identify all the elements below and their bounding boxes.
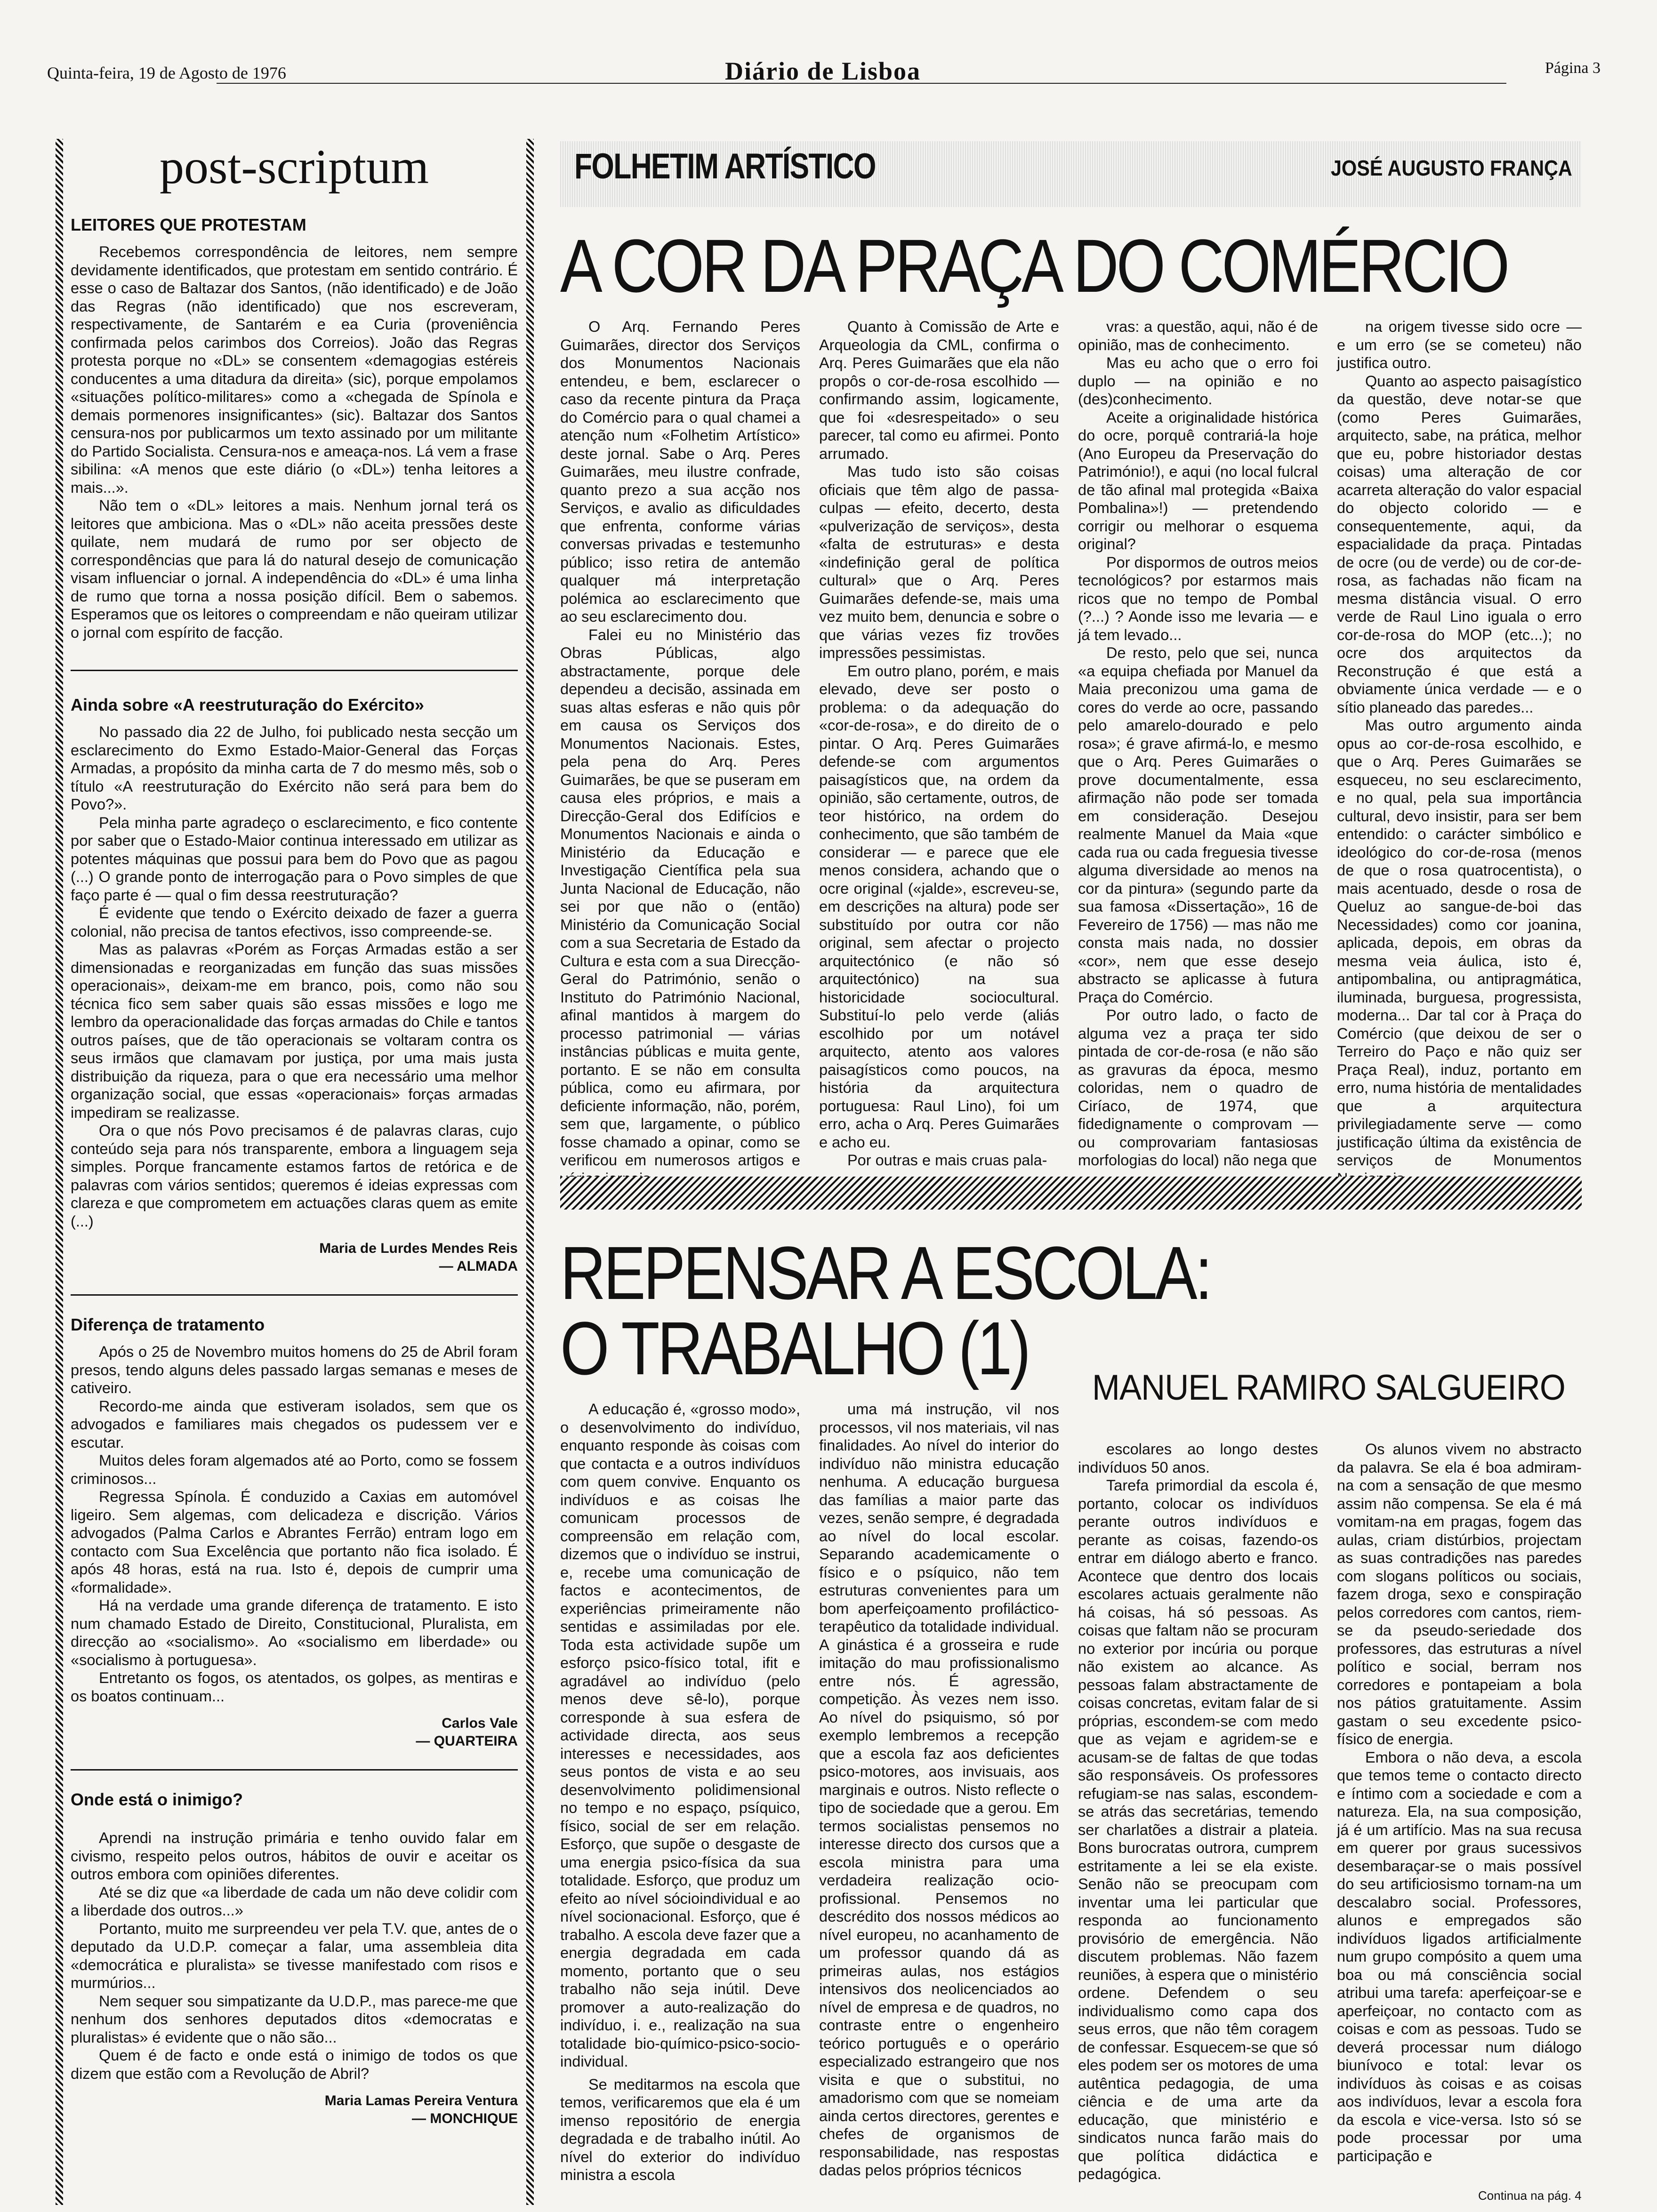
escola-column-2 [819, 1400, 1059, 2180]
folhetim-title: FOLHETIM ARTÍSTICO [574, 146, 876, 186]
paragraph: Falei eu no Ministério das Obras Públicas, algo abstractamente, porque dele dependeu a decisão, assinada em suas altas esferas e não quis pôr em causa os Serviços dos Monumentos Nacionais. Estes, pela pena do Arq. Peres Guimarães, be que se puseram em causa eles próprios, e mais a Direcção-Geral dos Edifícios e Monumentos Nacionais e ainda o Ministério da Educação e Investigação Científica pela sua Junta Nacional de Educação, não sei por que não o (então) Ministério da Comunicação Social com a sua Secretaria de Estado da Cultura e esta com a sua Direcção-Geral do Património, senão o Instituto do Património Nacional, afinal mantidos à margem do processo patrimonial — várias instâncias públicas e muita gente, portanto. E se não em consulta pública, como eu afirmara, por deficiente informação, não, porém, sem que, largamente, o público fosse chamado a opinar, como se verificou em numerosos artigos e [560, 626, 800, 1169]
paragraph: Pela minha parte agradeço o esclarecimento, e fico contente por saber que o Estado-Maior continua interessado em utilizar as potentes máquinas que possui para bem do Povo que as pagou (...) O grande ponto de interrogação para o Povo simples de que faço parte é — qual o fim dessa reestruturação? [71, 814, 518, 904]
escola-column-4 [1337, 1440, 1582, 2165]
signature-name: Carlos Vale [442, 1715, 518, 1731]
escola-author: MANUEL RAMIRO SALGUEIRO [1092, 1368, 1565, 1408]
paragraph: O Arq. Fernando Peres Guimarães, director dos Serviços dos Monumentos Nacionais entendeu, e bem, esclarecer o caso da recente pintura da Praça do Comércio para o qual chamei a atenção num «Folhetim Artístico» deste jornal. Sabe o Arq. Peres Guimarães, meu ilustre confrade, quanto prezo a sua acção nos Serviços, e avalio as dificuldades que enfrenta, conforme várias conversas privadas e testemunho público; isso retira de antemão qualquer má interpretação polémica ao esclarecimento que ao seu esclarecimento dou. [560, 318, 800, 625]
paragraph: Em outro plano, porém, e mais elevado, deve ser posto o problema: o da adequação do «cor-de-rosa», e do direito de o pintar. O Arq. Peres Guimarães defende-se com argumentos paisagísticos que, na ordem da opinião, são certamente, outros, de teor histórico, na ordem do conhecimento, que são também de considerar — e parece que ele menos considera, achando que o ocre original («jalde», escreveu-se, em descrições na altura) pode ser substituído por outra cor não original, sem afectar o projecto arquitectónico (e não só arquitectónico) na sua historicidade sociocultural. Substituí-lo pelo verde (aliás escolhido por um notável arquitecto, atento aos valores paisagísticos como poucos, na história da arquitectura portuguesa: Raul Lino), foi um erro, acha o Arq. Peres Guimarães e acho eu. [819, 662, 1059, 1151]
folhetim-column-2 [819, 318, 1059, 1170]
escola-headline-line-2: O TRABALHO (1) [560, 1306, 1029, 1390]
paragraph: na origem tivesse sido ocre — e um erro (se se cometeu) não justifica outro. [1337, 318, 1582, 371]
paragraph: Quem é de facto e onde está o inimigo de todos os que dizem que estão com a Revolução de Abril? [71, 2047, 518, 2082]
paragraph: A educação é, «grosso modo», o desenvolvimento do indivíduo, enquanto responde às coisas com que contacta e a outros indivíduos com quem convive. Enquanto os indivíduos e as coisas lhe comunicam processos de compreensão em relação com, dizemos que o indivíduo se instrui, e, recebe uma comunicação de factos e acontecimentos, de experiências primeiramente não sentidas e assimiladas por ele. Toda esta actividade supõe um esforço psico-físico total, ifit e agradável ao indivíduo (pelo menos deve sê-lo), porque corresponde à sua esfera de actividade directa, aos seus interesses e necessidades, aos seus pontos de vista e ao seu desenvolvimento polidimensional no tempo e no espaço, psíquico, físico, social de ser em relação. Esforço, que supõe o desgaste de uma energia psico-física da sua totalidade. Esforço, que produz um efeito ao nível sócioindividual e ao nível socionacional. Esforço, que é trabalho. A escola deve fazer que a energia degradada em cada momento, portanto que o seu trabalho não seja inútil. Deve promover a auto-realização do indivíduo, i. e., realização na sua totalidade bio-químico-psico-socio-individual. [560, 1401, 800, 2070]
signature-name: Maria de Lurdes Mendes Reis [319, 1241, 518, 1256]
postscriptum-title: post-scriptum [160, 140, 429, 194]
paragraph: Após o 25 de Novembro muitos homens do 25 de Abril foram presos, tendo alguns deles passado largas semanas e meses de cativeiro. [71, 1343, 518, 1396]
section-heading: LEITORES QUE PROTESTAM [71, 215, 306, 234]
paragraph: Por outro lado, o facto de alguma vez a praça ter sido pintada de cor-de-rosa (e não são as gravuras da época, mesmo coloridas, nem o quadro de Ciríaco, de 1974, que fidedignamente o comprovam — ou comprovariam fantasiosas morfologias do local) não nega que [1078, 1007, 1318, 1169]
paragraph: Os alunos vivem no abstracto da palavra. Se ela é boa admiram-na com a sensação de que mesmo assim não compensa. Se ela é má vomitam-na em pragas, fogem das aulas, criam distúrbios, projectam as suas contradições nas paredes com slogans políticos ou sociais, fazem droga, sexo e conspiração pelos corredores com cantos, riem-se da pseudo-seriedade dos professores, das estruturas a nível político e social, berram nos corredores e pontapeiam a bola nos pátios gratuitamente. Assim gastam o seu excedente psico-físico de energia. [1337, 1441, 1582, 1747]
paragraph: É evidente que tendo o Exército deixado de fazer a guerra colonial, não precisa de tantos efectivos, isso compreende-se. [71, 905, 518, 940]
section-heading: Diferença de tratamento [71, 1315, 265, 1334]
paragraph: Regressa Spínola. É conduzido a Caxias em automóvel ligeiro. Sem algemas, com delicadeza e discrição. Vários advogados (Palma Carlos e Abrantes Ferrão) entram logo em contacto com Sua Excelência que portanto não fica isolado. É após 48 horas, está na rua. Isto é, depois de cumprir uma «formalidade». [71, 1488, 518, 1596]
folhetim-column-3 [1078, 318, 1318, 1170]
escola-column-3 [1078, 1440, 1318, 2183]
paragraph: Aceite a originalidade histórica do ocre, porquê contrariá-la hoje (Ano Europeu da Preservação do Património!), e aqui (no local fulcral de tão afinal mal protegida «Baixa Pombalina»!) — pretendendo corrigir ou melhorar o esquema original? [1078, 409, 1318, 553]
paragraph: Até se diz que «a liberdade de cada um não deve colidir com a liberdade dos outros...» [71, 1883, 518, 1919]
paragraph: Ora o que nós Povo precisamos é de palavras claras, cujo conteúdo seja para nós transparente, embora a linguagem seja simples. Porque francamente estamos fartos de retórica e de palavras com vários sentidos; queremos é ideias expressas com clareza e que comprometem em actuações claras quem as emite (...) [71, 1122, 518, 1230]
paragraph: Mas eu acho que o erro foi duplo — na opinião e no (des)conhecimento. [1078, 354, 1318, 408]
section-leitores [71, 215, 518, 641]
paragraph: Entretanto os fogos, os atentados, os golpes, as mentiras e os boatos continuam... [71, 1669, 518, 1705]
signature-place: — QUARTEIRA [416, 1733, 518, 1749]
section-heading: Onde está o inimigo? [71, 1790, 243, 1809]
paragraph: Não tem o «DL» leitores a mais. Nenhum jornal terá os leitores que ambiciona. Mas o «DL» não aceita pressões deste quilate, nem mudará de rumo por ser objecto de correspondências que para lá do natural desejo de comunicação visam influenciar o jornal. A independência do «DL» é uma linha de rumo que torna a nossa posição difícil. Bem o sabemos. Esperamos que os leitores o compreendam e não queiram utilizar o jornal com espírito de facção. [71, 497, 518, 641]
section-divider [71, 1294, 518, 1296]
folhetim-column-4 [1337, 318, 1582, 1187]
folhetim-author: JOSÉ AUGUSTO FRANÇA [1331, 156, 1572, 180]
escola-headline-line-1: REPENSAR A ESCOLA: [560, 1231, 1210, 1315]
folhetim-column-1 [560, 318, 800, 1187]
paragraph: Por outras e mais cruas pala- [847, 1152, 1047, 1169]
folhetim-banner [560, 141, 1582, 207]
postscriptum-border-right [526, 139, 534, 2205]
signature-place: — ALMADA [439, 1258, 518, 1274]
folhetim-headline: A COR DA PRAÇA DO COMÉRCIO [560, 224, 1508, 308]
paragraph: Recordo-me ainda que estiveram isolados, sem que os advogados e familiares mais chegados os pudessem ver e escutar. [71, 1397, 518, 1451]
paragraph: Há na verdade uma grande diferença de tratamento. E isto num chamado Estado de Direito, Constitucional, Pluralista, em direcção ao «socialismo». Ao «socialismo em liberdade» ou «socialismo à portuguesa». [71, 1597, 518, 1668]
signature-name: Maria Lamas Pereira Ventura [324, 2093, 518, 2108]
paragraph: Recebemos correspondência de leitores, nem sempre devidamente identificados, que protestam em sentido contrário. É esse o caso de Baltazar dos Santos, (não identificado) e de João das Regras (não identificado) que nos escreveram, respectivamente, de Santarém e ea Curia (proveniência confirmada pelos carimbos dos Correios). João das Regras protesta porque no «DL» se consentem «demagogias estéreis conducentes a uma ditadura da direita» (sic), porque empolamos «situações político-militares» como a «chegada de Spínola e demais pormenores insignificantes» (sic). Baltazar dos Santos censura-nos por publicarmos um texto assinado por um militante do Partido Socialista. Censura-nos e ameaça-nos. Lá vem a frase sibilina: «A menos que este diário (o «DL») tenha leitores a mais...». [71, 243, 518, 496]
section-diferenca [71, 1314, 518, 1750]
paragraph: vras: a questão, aqui, não é de opinião, mas de conhecimento. [1078, 318, 1318, 353]
paragraph: Quanto ao aspecto paisagístico da questão, deve notar-se que (como Peres Guimarães, arquitecto, sabe, na prática, melhor que eu, pobre historiador destas coisas) uma alteração de cor acarreta alteração do valor espacial do objecto colorido — e consequentemente, aqui, da espacialidade da praça. Pintadas de ocre (ou de verde) ou de cor-de-rosa, as fachadas não ficam na mesma distância visual. O erro verde de Raul Lino iguala o erro cor-de-rosa do MOP (etc...); no ocre dos arquitectos da Reconstrução é que está a obviamente única verdade — e o sítio planeado das paredes... [1337, 372, 1582, 716]
paragraph: Tarefa primordial da escola é, portanto, colocar os indivíduos perante outros indivíduos e perante as coisas, fazendo-os entrar em diálogo aberto e franco. Acontece que dentro dos locais escolares actuais geralmente não há coisas, há só pessoas. As coisas que faltam não se procuram no exterior por incúria ou porque não existem ao alcance. As pessoas falam abstractamente de coisas concretas, evitam falar de si próprias, escondem-se com medo que as vejam e agridem-se e acusam-se de faltas de que todas são responsáveis. Os professores refugiam-se nas salas, escondem-se atrás das secretárias, temendo ser charlatões a distrair a plateia. Bons burocratas outrora, cumprem estritamente a lei se ela existe. Senão não se preocupam com inventar uma lei particular que responda ao funcionamento provisório de emergência. Não discutem problemas. Não fazem reuniões, à espera que o ministério ordene. Defendem o seu individualismo como capa dos seus erros, que não têm coragem de confessar. Esquecem-se que só eles podem ser os motores de uma autêntica pedagogia, de uma ciência e de uma arte da educação, que ministério e sindicatos nunca farão mais do que política didáctica e pedagógica. [1078, 1477, 1318, 2182]
signature-place: — MONCHIQUE [412, 2111, 518, 2126]
section-heading: Ainda sobre «A reestruturação do Exército» [71, 695, 424, 714]
section-divider [71, 670, 518, 671]
page-number: Página 3 [1544, 59, 1601, 77]
paragraph: Mas as palavras «Porém as Forças Armadas estão a ser dimensionadas e reorganizadas em função das suas missões operacionais», deixam-me em branco, pois, como não sou técnica fico sem saber quais são essas missões e logo me lembro da operacionalidade das forças armadas do Chile e tantos outros países, que de tão operacionais se voltaram contra os seus irmãos que clamavam por justiça, por uma mais justa distribuição da riqueza, para o que era necessário uma melhor organização social, que essas «operacionais» forças armadas impediram se realizasse. [71, 941, 518, 1121]
article-separator [560, 1177, 1582, 1210]
paragraph: Portanto, muito me surpreendeu ver pela T.V. que, antes de o deputado da U.D.P. começar a falar, uma assembleia dita «democrática e pluralista» se tivesse manifestado com risos e murmúrios... [71, 1920, 518, 1991]
paragraph: Mas tudo isto são coisas oficiais que têm algo de passa-culpas — efeito, decerto, desta «pulverização de serviços», desta «falta de estruturas» e desta «indefinição geral de política cultural» que o Arq. Peres Guimarães defende-se, mais uma vez muito bem, denuncia e sobre o que várias vezes fiz trovões impressões pessimistas. [819, 463, 1059, 661]
postscriptum-column [71, 139, 518, 2128]
section-inimigo [71, 1789, 518, 2128]
paragraph: escolares ao longo destes indivíduos 50 anos. [1078, 1441, 1318, 1476]
paragraph: uma má instrução, vil nos processos, vil nos materiais, vil nas finalidades. Ao nível do interior do indivíduo não ministra educação nenhuma. A educação burguesa das famílias a maior parte das vezes, senão sempre, é degradada ao nível do local escolar. Separando academicamente o físico e o psíquico, não tem estruturas convenientes para um bom aperfeiçoamento profiláctico-terapêutico da totalidade individual. A ginástica é a grosseira e rude imitação do mau profissionalismo entre nós. É agressão, competição. Às vezes nem isso. Ao nível do psiquismo, só por exemplo lembremos a recepção que a escola faz aos deficientes psico-motores, aos invisuais, aos marginais e outros. Nisto reflecte o tipo de sociedade que a gerou. Em termos socialistas pensemos no interesse directo dos cursos que a escola ministra para uma verdadeira realização ocio-profissional. Pensemos no descrédito dos nossos médicos ao nível europeu, no acanhamento de um professor quando dá as primeiras aulas, nos estágios intensivos dos neolicenciados ao nível de empresa e de quadros, no contraste entre o engenheiro teórico português e o operário especializado estrangeiro que nos visita e que o substitui, no amadorismo com que se nomeiam ainda certos directores, gerentes e chefes de organismos de responsabilidade, nas respostas dadas pelos próprios técnicos [819, 1401, 1059, 2179]
section-exercito [71, 695, 518, 1275]
paragraph: Muitos deles foram algemados até ao Porto, como se fossem criminosos... [71, 1452, 518, 1487]
postscriptum-border-left [56, 139, 63, 2205]
section-divider [71, 1769, 518, 1771]
paragraph: Mas outro argumento ainda opus ao cor-de-rosa escolhido, e que o Arq. Peres Guimarães se esqueceu, no seu esclarecimento, e no qual, pela sua importância cultural, devo insistir, para ser bem entendido: o carácter simbólico e ideológico do cor-de-rosa (menos de que o rosa quatrocentista), o mais acentuado, desde o rosa de Queluz ao sangue-de-boi das Necessidades) como cor joanina, aplicada, depois, em obras da mesma veia áulica, isto é, antipombalina, ou antipragmática, iluminada, burguesa, progressista, moderna... Dar tal cor à Praça do Comércio (que deixou de ser o Terreiro do Paço e não quiz ser Praça Real), induz, portanto em erro, numa história de mentalidades que a arquitectura privilegiadamente serve — como justificação última da existência de serviços de Monumentos [1337, 717, 1582, 1169]
paragraph: Aprendi na instrução primária e tenho ouvido falar em civismo, respeito pelos outros, hábitos de ouvir e aceitar os outros embora com opiniões diferentes. [71, 1829, 518, 1883]
continued-note: Continua na pág. 4 [1478, 2188, 1582, 2203]
paragraph: Nem sequer sou simpatizante da U.D.P., mas parece-me que nenhum dos senhores deputados ditos «democratas e pluralistas» é evidente que o não são... [71, 1992, 518, 2046]
paragraph: No passado dia 22 de Julho, foi publicado nesta secção um esclarecimento do Exmo Estado-Maior-General das Forças Armadas, a propósito da minha carta de 7 do mesmo mês, sob o título «A reestruturação do Exército não será para bem do Povo?». [71, 723, 518, 813]
masthead [47, 56, 1601, 84]
paragraph: Se meditarmos na escola que temos, verificaremos que ela é um imenso repositório de energia degradada e de trabalho inútil. Ao nível do exterior do indivíduo ministra a escola [560, 2076, 800, 2183]
paragraph: De resto, pelo que sei, nunca «a equipa chefiada por Manuel da Maia preconizou uma gama de cores do verde ao ocre, passando pelo amarelo-dourado e pelo rosa»; é grave afirmá-lo, e mesmo que o Arq. Peres Guimarães o prove documentalmente, essa afirmação não pode ser tomada em consideração. Desejou realmente Manuel da Maia «que cada rua ou cada freguesia tivesse alguma diversidade ao menos na cor da pintura» (segundo parte da sua famosa «Dissertação», 16 de Fevereiro de 1756) — mas não me consta mais nada, no dossier «cor», nem que esse desejo abstracto se aplicasse à futura Praça do Comércio. [1078, 644, 1318, 1006]
escola-column-1 [560, 1400, 800, 2184]
paragraph: Quanto à Comissão de Arte e Arqueologia da CML, confirma o Arq. Peres Guimarães que ela não propôs o cor-de-rosa escolhido — confirmando assim, logicamente, que foi «desrespeitado» o seu parecer, tal como eu afirmei. Ponto arrumado. [819, 318, 1059, 462]
masthead-title: Diário de Lisboa [725, 57, 921, 85]
paragraph: Embora o não deva, a escola que temos teme o contacto directo e íntimo com a sociedade e com a natureza. Ela, na sua composição, já é um artifício. Mas na sua recusa em querer por graus sucessivos desembaraçar-se o mais possível do seu artificiosismo tornam-na um descalabro social. Professores, alunos e empregados são indivíduos ligados artificialmente num grupo compósito a quem uma boa ou má consciência social atribui uma tarefa: aperfeiçoar-se e aperfeiçoar, no contacto com as coisas e com as pessoas. Tudo se deverá processar num diálogo biunívoco e total: levar os indivíduos às coisas e as coisas aos indivíduos, levar a escola fora da escola e vice-versa. Isto só se pode processar por uma participação e [1337, 1748, 1582, 2164]
paragraph: Por dispormos de outros meios tecnológicos? por estarmos mais ricos que no tempo de Pombal (?...) ? Aonde isso me levaria — e já tem levado... [1078, 553, 1318, 643]
masthead-date: Quinta-feira, 19 de Agosto de 1976 [47, 64, 286, 82]
